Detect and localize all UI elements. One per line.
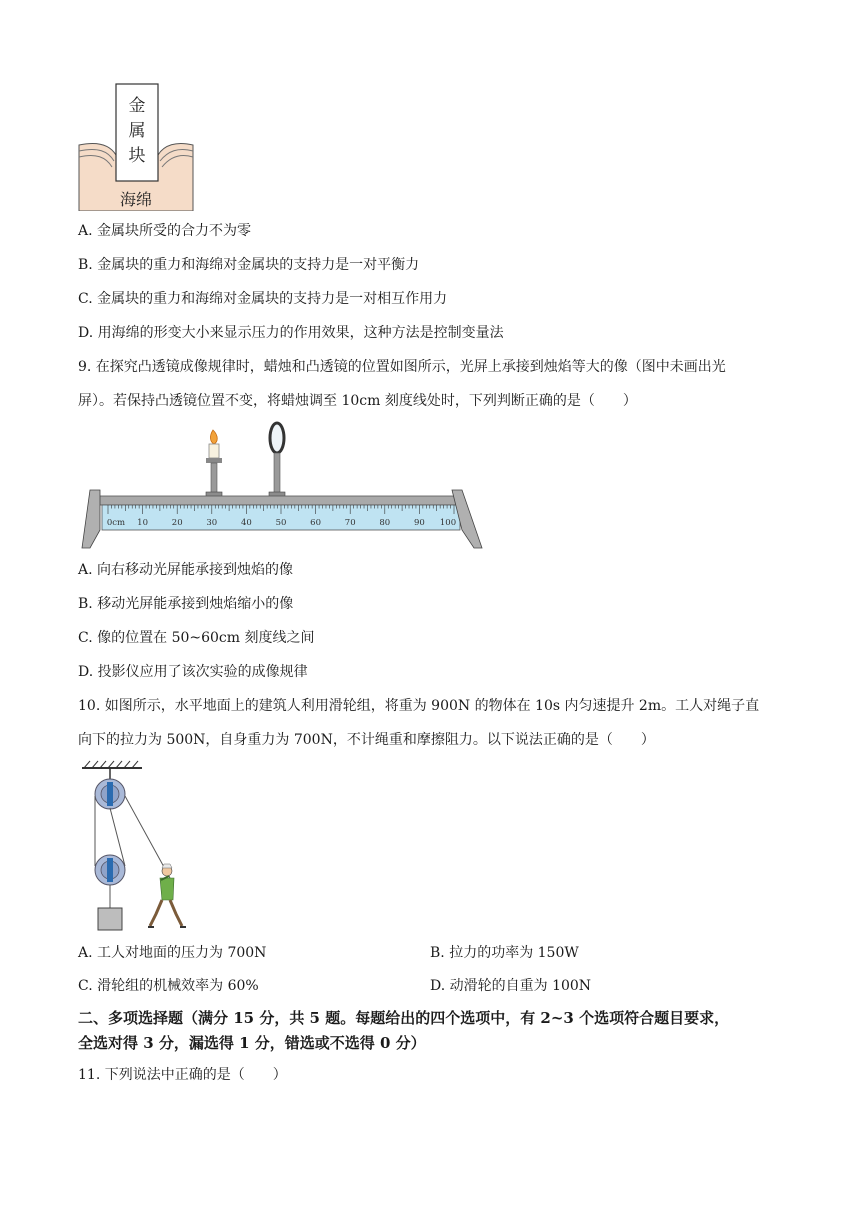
q10-option-a: A. 工人对地面的压力为 700N <box>78 945 267 961</box>
q9-option-c: C. 像的位置在 50~60cm 刻度线之间 <box>78 630 315 646</box>
q10-option-d: D. 动滑轮的自重为 100N <box>430 978 592 994</box>
ruler-label: 90 <box>413 518 425 528</box>
block-label-3: 块 <box>128 146 146 166</box>
ruler-label: 0cm <box>106 518 126 528</box>
section-2-heading-line1: 二、多项选择题（满分 15 分，共 5 题。每题给出的四个选项中，有 2~3 个选项符合题目要求， <box>78 1009 730 1027</box>
sponge-label: 海绵 <box>119 190 153 209</box>
ruler-label: 40 <box>240 518 252 528</box>
q9-stem-line2: 屏）。若保持凸透镜位置不变，将蜡烛调至 10cm 刻度线处时，下列判断正确的是（ ） <box>78 393 637 409</box>
block-label-1: 金 <box>128 96 146 116</box>
q8-option-a: A. 金属块所受的合力不为零 <box>78 223 252 239</box>
q9-stem-line1: 9. 在探究凸透镜成像规律时，蜡烛和凸透镜的位置如图所示，光屏上承接到烛焰等大的像（图中未画出光 <box>78 359 726 375</box>
q11-stem: 11. 下列说法中正确的是（ ） <box>78 1067 287 1083</box>
q9-option-d: D. 投影仪应用了该次实验的成像规律 <box>78 664 308 680</box>
ruler-label: 20 <box>171 518 183 528</box>
ruler-label: 10 <box>137 518 149 528</box>
q10-option-b: B. 拉力的功率为 150W <box>430 945 579 961</box>
q9-option-a: A. 向右移动光屏能承接到烛焰的像 <box>78 562 294 578</box>
q8-option-d: D. 用海绵的形变大小来显示压力的作用效果，这种方法是控制变量法 <box>78 325 504 341</box>
block-label-2: 属 <box>128 121 146 141</box>
ruler-label: 60 <box>310 518 322 528</box>
ruler-label: 30 <box>206 518 218 528</box>
metal-block-sponge-figure <box>78 83 198 215</box>
q9-option-b: B. 移动光屏能承接到烛焰缩小的像 <box>78 596 294 612</box>
ruler-label: 50 <box>275 518 287 528</box>
q10-stem-line2: 向下的拉力为 500N，自身重力为 700N，不计绳重和摩擦阻力。以下说法正确的是（ ） <box>78 732 655 748</box>
q10-option-c: C. 滑轮组的机械效率为 60% <box>78 978 259 994</box>
ruler-label: 100 <box>439 518 457 528</box>
q8-option-b: B. 金属块的重力和海绵对金属块的支持力是一对平衡力 <box>78 257 420 273</box>
ruler-label: 70 <box>344 518 356 528</box>
ruler-label: 80 <box>379 518 391 528</box>
section-2-heading-line2: 全选对得 3 分，漏选得 1 分，错选或不选得 0 分） <box>78 1034 426 1052</box>
q8-option-c: C. 金属块的重力和海绵对金属块的支持力是一对相互作用力 <box>78 291 448 307</box>
pulley-system-figure <box>78 758 190 938</box>
q10-stem-line1: 10. 如图所示，水平地面上的建筑人利用滑轮组，将重为 900N 的物体在 10s 内匀速提升 2m。工人对绳子直 <box>78 698 760 714</box>
optical-bench-figure <box>78 418 488 556</box>
